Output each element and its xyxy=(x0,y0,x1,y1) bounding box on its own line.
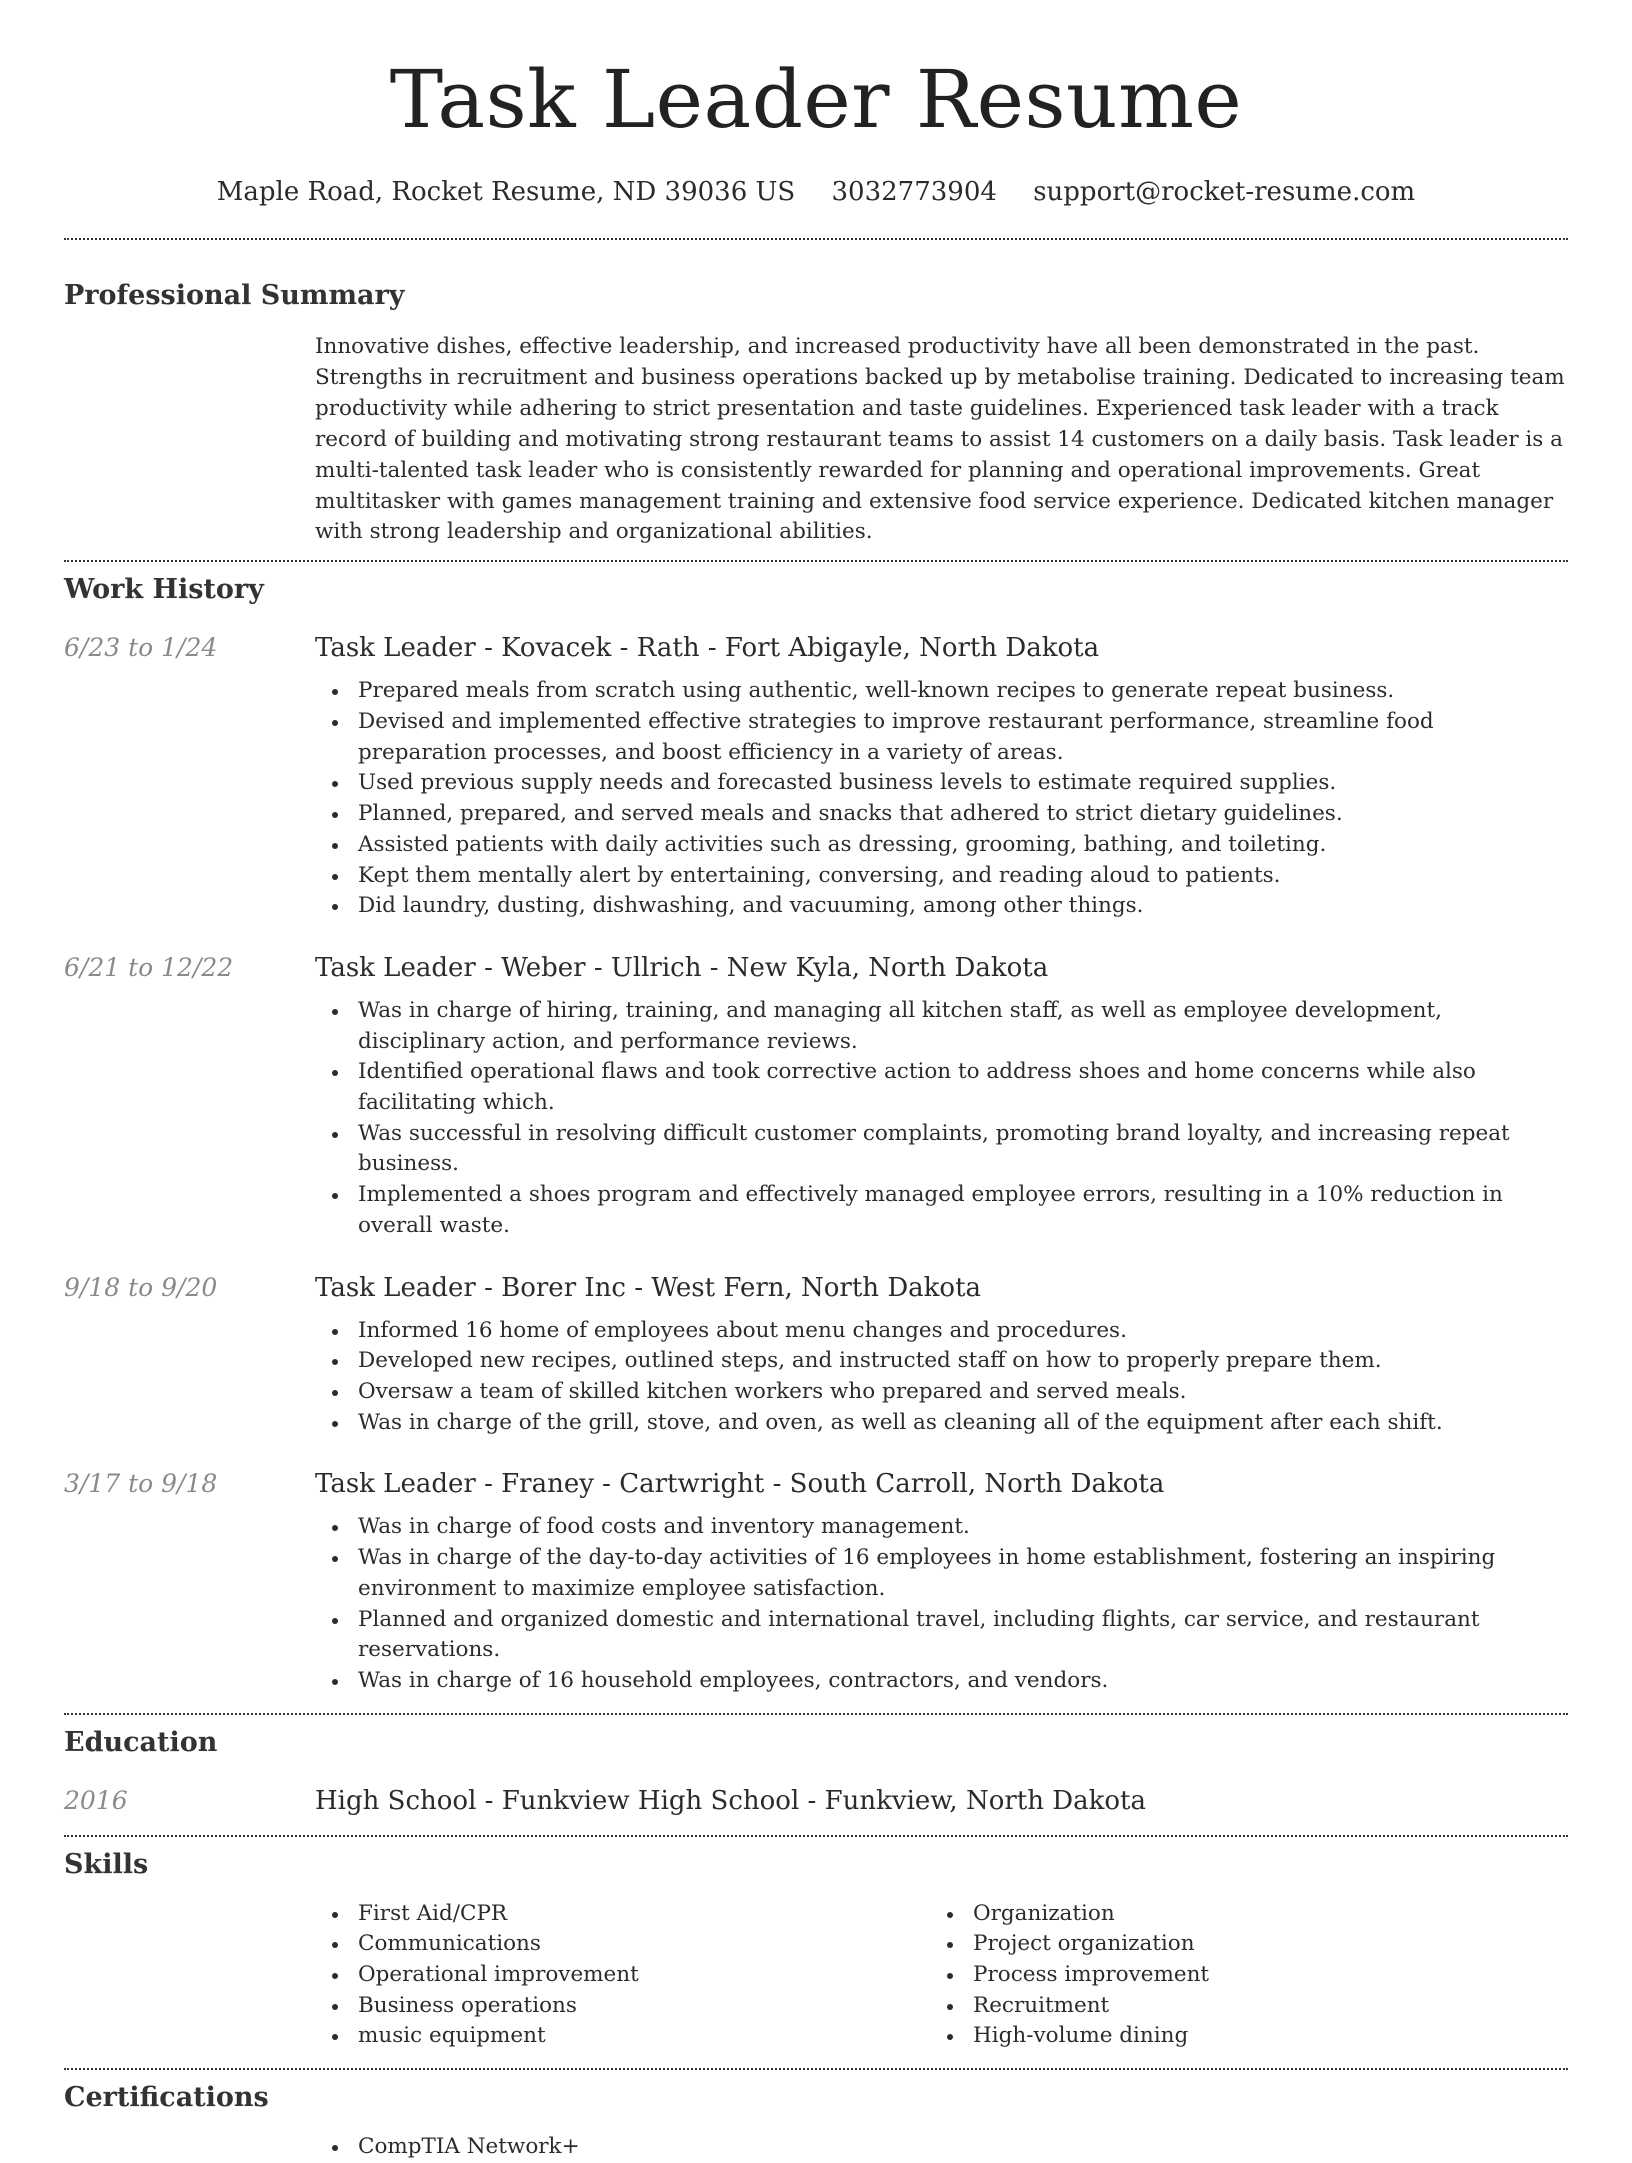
list-item: Was in charge of 16 household employees, contractors, and vendors. xyxy=(315,1666,1568,1697)
list-item: Was in charge of the grill, stove, and oven, as well as cleaning all of the equipment after each shift. xyxy=(315,1408,1568,1439)
divider xyxy=(64,1713,1568,1715)
list-item: Did laundry, dusting, dishwashing, and vacuuming, among other things. xyxy=(315,891,1568,922)
email-text: support@rocket-resume.com xyxy=(1033,177,1416,207)
job-bullets xyxy=(315,1512,1568,1696)
divider xyxy=(64,1835,1568,1837)
education-year: 2016 xyxy=(64,1785,128,1815)
job-title: Task Leader - Borer Inc - West Fern, North Dakota xyxy=(315,1272,982,1303)
list-item: Planned, prepared, and served meals and snacks that adhered to strict dietary guidelines. xyxy=(315,799,1568,830)
skill-item: music equipment xyxy=(315,2021,930,2052)
certifications-section xyxy=(64,2080,1568,2163)
list-item: Devised and implemented effective strategies to improve restaurant performance, streamline food preparation processes, and boost efficiency in a variety of areas. xyxy=(315,707,1568,768)
section-title-skills: Skills xyxy=(64,1848,149,1880)
job-dates: 3/17 to 9/18 xyxy=(64,1469,218,1499)
skill-item: High-volume dining xyxy=(930,2021,1545,2052)
list-item: Assisted patients with daily activities such as dressing, grooming, bathing, and toileting. xyxy=(315,830,1568,861)
divider xyxy=(64,560,1568,562)
section-title-work: Work History xyxy=(64,574,264,606)
list-item: Was in charge of hiring, training, and managing all kitchen staff, as well as employee development, disciplinary action, and performance reviews. xyxy=(315,996,1568,1057)
work-history-section xyxy=(64,572,1568,1696)
professional-summary-section xyxy=(64,278,1568,548)
job-bullets xyxy=(315,676,1568,922)
job-dates: 6/23 to 1/24 xyxy=(64,633,218,663)
certifications-list xyxy=(315,2132,1568,2163)
list-item: Kept them mentally alert by entertaining, conversing, and reading aloud to patients. xyxy=(315,861,1568,892)
skills-list-right xyxy=(930,1899,1545,2053)
job-title: Task Leader - Kovacek - Rath - Fort Abigayle, North Dakota xyxy=(315,633,1100,664)
list-item: Was successful in resolving difficult customer complaints, promoting brand loyalty, and increasing repeat business. xyxy=(315,1119,1568,1180)
section-title-certifications: Certifications xyxy=(64,2082,269,2114)
job-entry xyxy=(64,950,1568,1242)
address-text: Maple Road, Rocket Resume, ND 39036 US xyxy=(216,177,796,207)
certification-item: CompTIA Network+ xyxy=(315,2132,1568,2163)
skill-item: Communications xyxy=(315,1929,930,1960)
phone-text: 3032773904 xyxy=(831,177,997,207)
list-item: Planned and organized domestic and international travel, including flights, car service, and restaurant reservations. xyxy=(315,1605,1568,1666)
skill-item: Organization xyxy=(930,1899,1545,1930)
job-bullets xyxy=(315,1316,1568,1439)
list-item: Was in charge of food costs and inventory management. xyxy=(315,1512,1568,1543)
skill-item: Business operations xyxy=(315,1991,930,2022)
skill-item: First Aid/CPR xyxy=(315,1899,930,1930)
job-entry xyxy=(64,1270,1568,1439)
list-item: Prepared meals from scratch using authentic, well-known recipes to generate repeat business. xyxy=(315,676,1568,707)
list-item: Oversaw a team of skilled kitchen workers who prepared and served meals. xyxy=(315,1377,1568,1408)
skills-section xyxy=(64,1847,1568,2053)
skill-item: Operational improvement xyxy=(315,1960,930,1991)
divider xyxy=(64,238,1568,240)
job-bullets xyxy=(315,996,1568,1242)
list-item: Was in charge of the day-to-day activities of 16 employees in home establishment, fostering an inspiring environment to maximize employee satisfaction. xyxy=(315,1543,1568,1604)
skill-item: Recruitment xyxy=(930,1991,1545,2022)
section-title-education: Education xyxy=(64,1726,218,1758)
contact-line xyxy=(64,174,1568,210)
job-entry xyxy=(64,630,1568,922)
job-dates: 9/18 to 9/20 xyxy=(64,1272,218,1302)
list-item: Developed new recipes, outlined steps, and instructed staff on how to properly prepare them. xyxy=(315,1346,1568,1377)
education-entry: High School - Funkview High School - Funkview, North Dakota xyxy=(315,1785,1146,1816)
resume-title: Task Leader Resume xyxy=(389,53,1243,146)
list-item: Implemented a shoes program and effectively managed employee errors, resulting in a 10% reduction in overall waste. xyxy=(315,1180,1568,1241)
education-section xyxy=(64,1725,1568,1819)
job-title: Task Leader - Franey - Cartwright - South Carroll, North Dakota xyxy=(315,1469,1165,1500)
section-title-summary: Professional Summary xyxy=(64,280,405,311)
summary-text: Innovative dishes, effective leadership, and increased productivity have all been demonstrated in the past. Strengths in recruitment and business operations backed up by metabolise training. Dedicated to increasing team productivity while adhering to strict presentation and taste guidelines. Experienced task leader with a track record of building and motivating strong restaurant teams to assist 14 customers on a daily basis. Task leader is a multi-talented task leader who is consistently rewarded for planning and operational improvements. Great multitasker with games management training and extensive food service experience. Dedicated kitchen manager with strong leadership and organizational abilities. xyxy=(315,334,1565,545)
job-entry xyxy=(64,1466,1568,1696)
skills-list-left xyxy=(315,1899,930,2053)
job-title: Task Leader - Weber - Ullrich - New Kyla, North Dakota xyxy=(315,952,1049,983)
skill-item: Project organization xyxy=(930,1929,1545,1960)
job-dates: 6/21 to 12/22 xyxy=(64,952,234,982)
skill-item: Process improvement xyxy=(930,1960,1545,1991)
list-item: Informed 16 home of employees about menu changes and procedures. xyxy=(315,1316,1568,1347)
divider xyxy=(64,2068,1568,2070)
list-item: Used previous supply needs and forecasted business levels to estimate required supplies. xyxy=(315,768,1568,799)
list-item: Identified operational flaws and took corrective action to address shoes and home concerns while also facilitating which. xyxy=(315,1057,1568,1118)
